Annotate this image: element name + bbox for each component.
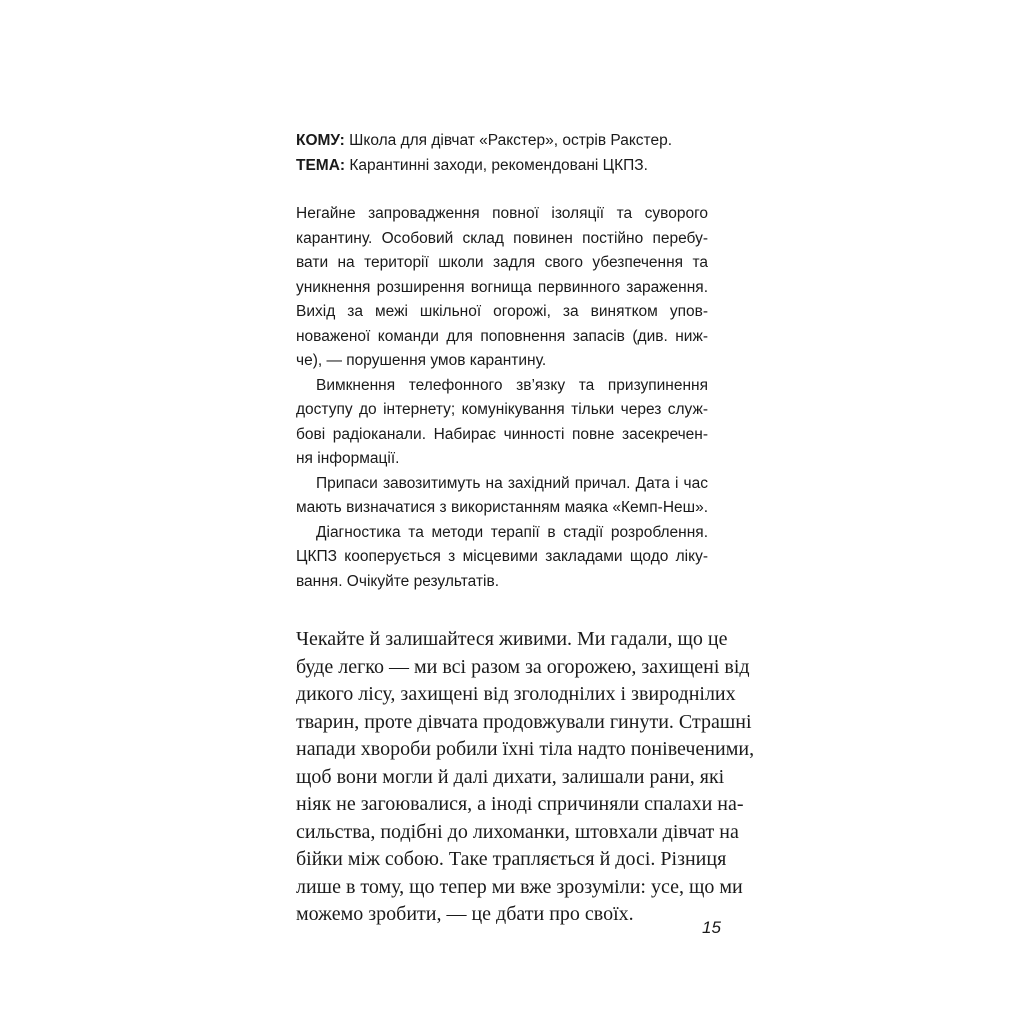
memo-line: мають визначатися з використанням маяка «Кемп-Неш». [296,499,708,516]
memo-line: вати на території школи задля свого убезпечення та [296,254,708,271]
memo-line: ня інформації. [296,450,400,467]
memo-line: Припаси завозитимуть на західний причал. Дата і час [316,474,708,492]
memo-line: карантину. Особовий склад повинен постійно перебу- [296,229,708,247]
memo-subject-value: Карантинні заходи, рекомендовані ЦКПЗ. [345,156,648,174]
memo-to-value: Школа для дівчат «Ракстер», острів Ракстер. [344,132,673,149]
prose-line: Чекайте й залишайтеся живими. Ми гадали, що це [296,628,728,650]
memo-line: че), — порушення умов карантину. [296,352,547,369]
prose-line: лише в тому, що тепер ми вже зрозуміли: усе, що ми [296,875,743,898]
memo-line: Негайне запровадження повної ізоляції та суворого [296,205,708,222]
prose-line: щоб вони могли й далі дихати, залишали рани, які [296,765,725,788]
memo-line: новаженої команди для поповнення запасів (див. ниж- [296,327,708,345]
prose-line: тварин, проте дівчата продовжували гинути. Страшні [296,710,752,733]
memo-to-line [296,129,708,154]
memo-body [296,202,708,594]
prose-line: можемо зробити, — це дбати про своїх. [296,903,634,925]
memo-block [296,129,708,594]
memo-line: Діагностика та методи терапії в стадії розроблення. [316,523,708,541]
memo-line: Вимкнення телефонного зв’язку та призупинення [316,376,708,394]
memo-line: уникнення розширення вогнища первинного зараження. [296,278,708,296]
prose-line: бійки між собою. Таке трапляється й досі. Різниця [296,848,727,870]
memo-subject-line [296,154,708,179]
memo-line: ЦКПЗ кооперується з місцевими закладами щодо ліку- [296,548,708,565]
memo-line: доступу до інтернету; комунікування тільки через служ- [296,401,708,418]
page-number: 15 [702,918,721,937]
memo-line: вання. Очікуйте результатів. [296,572,500,590]
memo-line: Вихід за межі шкільної огорожі, за винятком упов- [296,303,708,320]
prose-line: ніяк не загоювалися, а іноді спричиняли спалахи на- [296,793,744,815]
memo-line: бові радіоканали. Набирає чинності повне засекречен- [296,425,708,443]
prose-line: буде легко — ми всі разом за огорожею, захищені від [296,655,750,678]
memo-to-label: КОМУ: [296,132,345,149]
prose-line: дикого лісу, захищені від зголоднілих і звироднілих [296,683,736,705]
prose-line: напади хвороби робили їхні тіла надто понівеченими, [296,738,755,760]
prose-line: сильства, подібні до лихоманки, штовхали дівчат на [296,820,739,843]
memo-subject-label: ТЕМА: [296,156,346,174]
